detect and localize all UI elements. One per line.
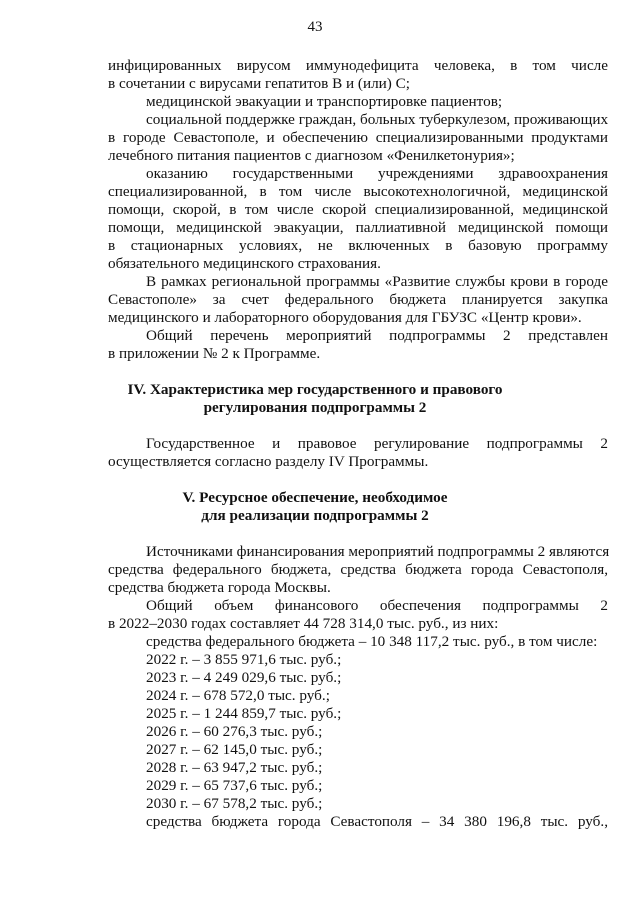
list-item: 2029 г. – 65 737,6 тыс. руб.; [146,777,323,794]
list-item: 2022 г. – 3 855 971,6 тыс. руб.; [146,651,342,668]
text-line: в приложении № 2 к Программе. [108,345,321,362]
text-line: в 2022–2030 годах составляет 44 728 314,0 тыс. руб., из них: [108,615,499,632]
text-line: Государственное и правовое регулирование подпрограммы 2 [146,435,608,452]
text-line: в стационарных условиях, не включенных в базовую программу [108,237,608,254]
section-heading: для реализации подпрограммы 2 [201,507,429,524]
text-line: средства бюджета города Москвы. [108,579,331,596]
list-item: 2030 г. – 67 578,2 тыс. руб.; [146,795,323,812]
list-item: 2023 г. – 4 249 029,6 тыс. руб.; [146,669,342,686]
text-line: оказанию государственными учреждениями здравоохранения [146,165,608,182]
text-line: средства федерального бюджета – 10 348 117,2 тыс. руб., в том числе: [146,633,598,650]
list-item: 2028 г. – 63 947,2 тыс. руб.; [146,759,323,776]
text-line: специализированной, в том числе высокотехнологичной, медицинской [108,183,608,200]
list-item: 2026 г. – 60 276,3 тыс. руб.; [146,723,323,740]
text-line: осуществляется согласно разделу IV Программы. [108,453,429,470]
text-line: помощи, медицинской эвакуации, паллиативной медицинской помощи [108,219,608,236]
text-line: социальной поддержке граждан, больных туберкулезом, проживающих [146,111,609,128]
page-number: 43 [307,19,323,35]
text-line: Общий перечень мероприятий подпрограммы 2 представлен [146,327,608,344]
text-line: Общий объем финансового обеспечения подпрограммы 2 [146,597,608,614]
text-line: средства бюджета города Севастополя – 34 380 196,8 тыс. руб., [146,813,608,830]
text-line: лечебного питания пациентов с диагнозом «Фенилкетонурия»; [108,147,515,164]
text-line: Севастополе» за счет федерального бюджета планируется закупка [108,291,608,308]
text-line: Источниками финансирования мероприятий подпрограммы 2 являются [146,543,610,560]
list-item: 2027 г. – 62 145,0 тыс. руб.; [146,741,323,758]
text-line: средства федерального бюджета, средства бюджета города Севастополя, [108,561,608,578]
text-line: медицинской эвакуации и транспортировке пациентов; [146,93,503,110]
text-line: медицинского и лабораторного оборудования для ГБУЗС «Центр крови». [108,309,582,326]
text-line: обязательного медицинского страхования. [108,255,381,272]
text-line: в сочетании с вирусами гепатитов В и (или) С; [108,75,411,92]
section-heading: IV. Характеристика мер государственного и правового [127,381,503,398]
text-line: инфицированных вирусом иммунодефицита человека, в том числе [108,57,608,74]
text-line: помощи, скорой, в том числе скорой специализированной, медицинской [108,201,608,218]
section-heading: V. Ресурсное обеспечение, необходимое [182,489,448,506]
list-item: 2024 г. – 678 572,0 тыс. руб.; [146,687,330,704]
section-heading: регулирования подпрограммы 2 [203,399,427,416]
text-line: В рамках региональной программы «Развитие службы крови в городе [146,273,608,290]
list-item: 2025 г. – 1 244 859,7 тыс. руб.; [146,705,342,722]
text-line: в городе Севастополе, и обеспечению специализированными продуктами [108,129,608,146]
